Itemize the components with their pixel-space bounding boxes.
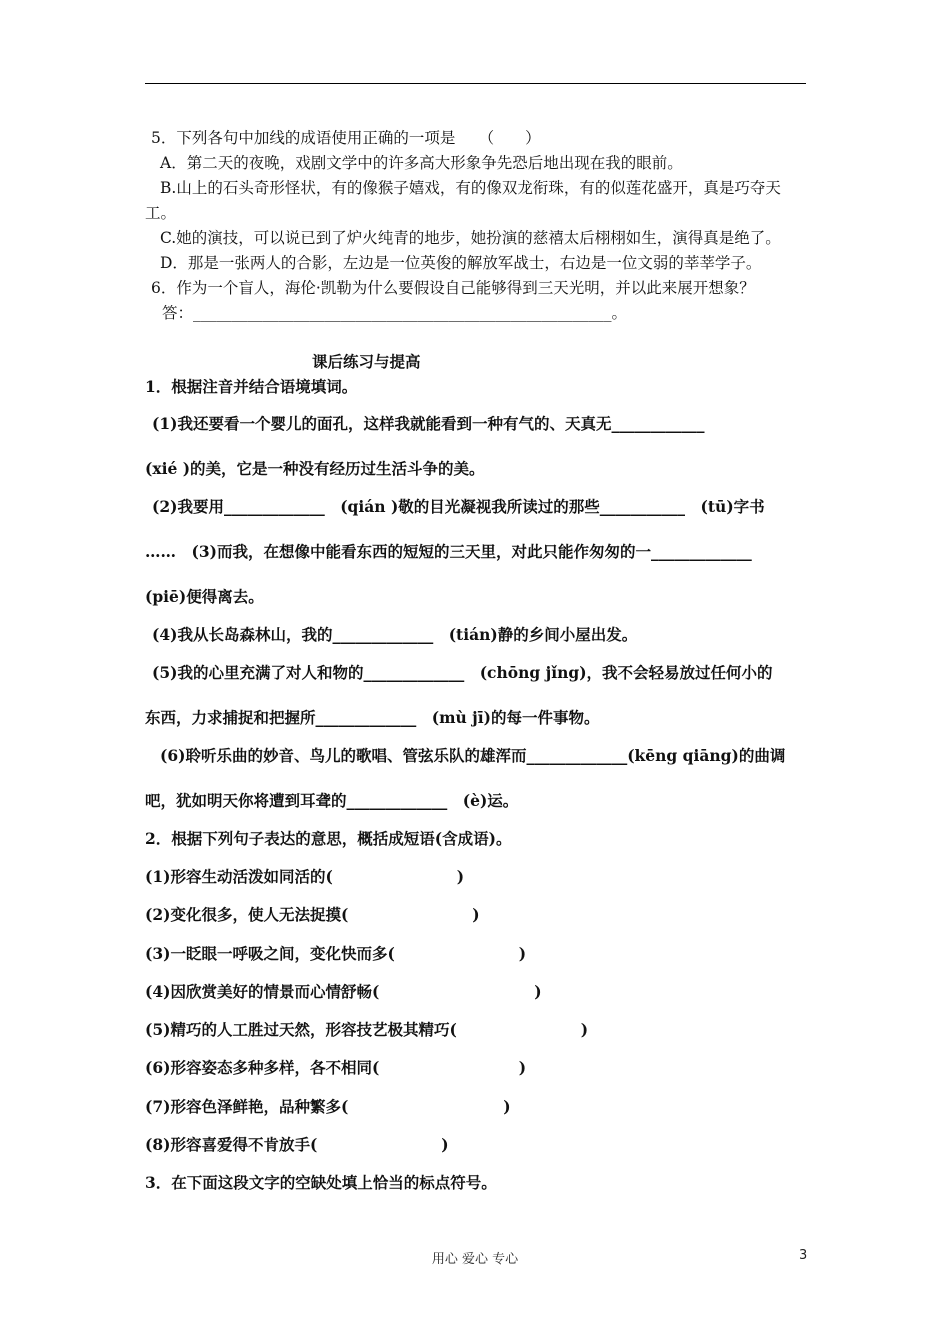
p1-stem: 1．根据注音并结合语境填词。 xyxy=(145,377,358,396)
section-title: 课后练习与提高 xyxy=(312,352,421,371)
p2-item: (2)变化很多，使人无法捉摸( ) xyxy=(145,905,480,924)
p2-item: (1)形容生动活泼如同活的( ) xyxy=(145,867,465,886)
p2-item: (5)精巧的人工胜过天然，形容技艺极其精巧( ) xyxy=(145,1020,589,1039)
p2-stem: 2．根据下列句子表达的意思，概括成短语(含成语)。 xyxy=(145,829,512,848)
p2-item: (3)一眨眼一呼吸之间，变化快而多( ) xyxy=(145,944,527,963)
p1-line: (2)我要用_____________ (qián )敬的目光凝视我所读过的那些___________ (tū)字书 xyxy=(152,497,765,516)
q5-option-b-cont: 工。 xyxy=(145,204,177,222)
q5-option-a: A．第二天的夜晚，戏剧文学中的许多高大形象争先恐后地出现在我的眼前。 xyxy=(160,154,683,172)
header-rule xyxy=(145,83,806,84)
p1-line: 东西，力求捕捉和把握所_____________ (mù jī)的每一件事物。 xyxy=(145,708,600,727)
footer-text: 用心 爱心 专心 xyxy=(431,1252,519,1267)
q5-option-d: D．那是一张两人的合影，左边是一位英俊的解放军战士，右边是一位文弱的莘莘学子。 xyxy=(160,254,762,272)
p1-line: (6)聆听乐曲的妙音、鸟儿的歌唱、管弦乐队的雄浑而_____________(kēng qiāng)的曲调 xyxy=(160,746,786,765)
p2-item: (8)形容喜爱得不肯放手( ) xyxy=(145,1135,449,1154)
q5-stem: 5．下列各句中加线的成语使用正确的一项是 （ ） xyxy=(151,129,541,147)
p2-item: (7)形容色泽鲜艳，品种繁多( ) xyxy=(145,1097,511,1116)
q6-stem: 6．作为一个盲人，海伦·凯勒为什么要假设自己能够得到三天光明，并以此来展开想象？ xyxy=(151,279,755,297)
p3-stem: 3．在下面这段文字的空缺处填上恰当的标点符号。 xyxy=(145,1173,497,1192)
q5-option-b: B.山上的石头奇形怪状，有的像猴子嬉戏，有的像双龙衔珠，有的似莲花盛开，真是巧夺天 xyxy=(160,179,781,197)
p1-line: 吧，犹如明天你将遭到耳聋的_____________ (è)运。 xyxy=(145,791,519,810)
q5-option-c: C.她的演技，可以说已到了炉火纯青的地步，她扮演的慈禧太后栩栩如生，演得真是绝了。 xyxy=(160,229,781,247)
page-number: 3 xyxy=(799,1248,808,1263)
p1-line: (5)我的心里充满了对人和物的_____________ (chōng jǐng)，我不会轻易放过任何小的 xyxy=(152,663,773,682)
p1-line: (piē)便得离去。 xyxy=(145,587,264,606)
p2-item: (4)因欣赏美好的情景而心情舒畅( ) xyxy=(145,982,542,1001)
p1-line: …… (3)而我，在想像中能看东西的短短的三天里，对此只能作匆匆的一_____________ xyxy=(145,542,752,561)
q6-answer-line: 答：______________________________________________________。 xyxy=(162,304,628,322)
p1-line: (4)我从长岛森林山，我的_____________ (tián)静的乡间小屋出发。 xyxy=(152,625,638,644)
p1-line: (1)我还要看一个婴儿的面孔，这样我就能看到一种有气的、天真无____________ xyxy=(152,414,705,433)
p1-line: (xié )的美，它是一种没有经历过生活斗争的美。 xyxy=(145,459,485,478)
p2-item: (6)形容姿态多种多样，各不相同( ) xyxy=(145,1058,527,1077)
